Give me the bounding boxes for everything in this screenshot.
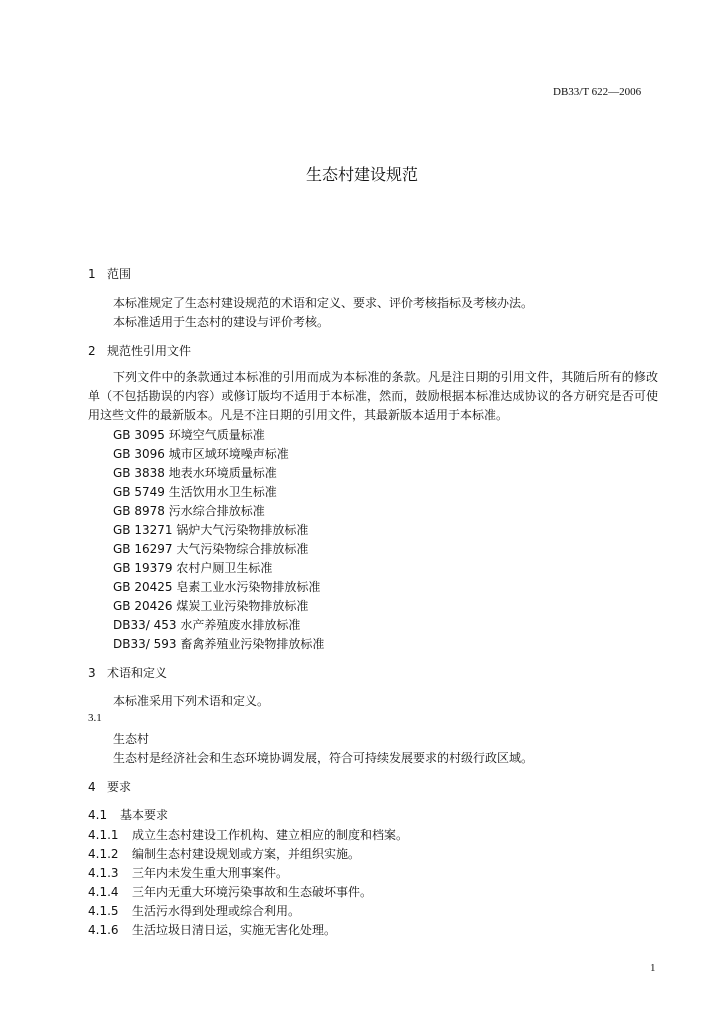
section-title: 术语和定义 — [107, 666, 168, 680]
item-number: 4.1.5 — [88, 904, 119, 918]
section-title: 要求 — [107, 780, 132, 794]
item-text: 生活垃圾日清日运，实施无害化处理。 — [132, 923, 337, 937]
section-number: 1 — [88, 267, 96, 281]
page-title: 生态村建设规范 — [305, 165, 418, 184]
reference-item: DB33/ 453 水产养殖废水排放标准 — [113, 618, 301, 632]
paragraph: 下列文件中的条款通过本标准的引用而成为本标准的条款。凡是注日期的引用文件，其随后所有的修改单（不包括勘误的内容）或修订版均不适用于本标准，然而，鼓励根据本标准达成协议的各方研究是否可使用这些文件的最新版本。凡是不注日期的引用文件，其最新版本适用于本标准。 — [88, 370, 658, 422]
subsection-title: 基本要求 — [120, 808, 169, 822]
section-title: 规范性引用文件 — [107, 344, 192, 358]
item-number: 4.1.4 — [88, 885, 119, 899]
requirement-item — [88, 883, 372, 900]
subsection-number: 4.1 — [88, 808, 108, 822]
item-number: 4.1.3 — [88, 866, 119, 880]
item-text: 三年内未发生重大刑事案件。 — [132, 866, 289, 880]
reference-item: GB 5749 生活饮用水卫生标准 — [113, 485, 277, 499]
requirement-item — [88, 826, 408, 843]
requirement-item — [88, 864, 288, 881]
reference-item: GB 8978 污水综合排放标准 — [113, 504, 265, 518]
section-2-heading — [88, 342, 191, 359]
reference-item: GB 19379 农村户厕卫生标准 — [113, 561, 273, 575]
reference-item: GB 3096 城市区域环境噪声标准 — [113, 447, 289, 461]
paragraph: 本标准规定了生态村建设规范的术语和定义、要求、评价考核指标及考核办法。 — [113, 296, 534, 310]
section-number: 3 — [88, 666, 96, 680]
reference-item: GB 3838 地表水环境质量标准 — [113, 466, 277, 480]
requirement-item — [88, 902, 300, 919]
section-title: 范围 — [107, 267, 132, 281]
term-number: 3.1 — [88, 712, 102, 724]
section-1-heading — [88, 265, 131, 282]
paragraph: 本标准适用于生态村的建设与评价考核。 — [113, 315, 330, 329]
term-name: 生态村 — [113, 732, 150, 746]
item-text: 三年内无重大环境污染事故和生态破坏事件。 — [132, 885, 373, 899]
section-3-heading — [88, 664, 167, 681]
section-4-heading — [88, 778, 131, 795]
reference-item: GB 20425 皂素工业水污染物排放标准 — [113, 580, 321, 594]
item-text: 生活污水得到处理或综合利用。 — [132, 904, 301, 918]
page-number: 1 — [650, 962, 656, 974]
item-number: 4.1.2 — [88, 847, 119, 861]
reference-item: GB 16297 大气污染物综合排放标准 — [113, 542, 309, 556]
requirement-item — [88, 921, 336, 938]
requirement-item — [88, 845, 360, 862]
subsection-heading — [88, 806, 168, 823]
item-number: 4.1.6 — [88, 923, 119, 937]
reference-item: DB33/ 593 畜禽养殖业污染物排放标准 — [113, 637, 325, 651]
section-number: 2 — [88, 344, 96, 358]
reference-item: GB 3095 环境空气质量标准 — [113, 428, 265, 442]
reference-item: GB 13271 锅炉大气污染物排放标准 — [113, 523, 309, 537]
item-text: 成立生态村建设工作机构、建立相应的制度和档案。 — [132, 828, 409, 842]
paragraph: 本标准采用下列术语和定义。 — [113, 694, 270, 708]
term-definition: 生态村是经济社会和生态环境协调发展，符合可持续发展要求的村级行政区域。 — [113, 751, 534, 765]
reference-item: GB 20426 煤炭工业污染物排放标准 — [113, 599, 309, 613]
item-number: 4.1.1 — [88, 828, 119, 842]
item-text: 编制生态村建设规划或方案，并组织实施。 — [132, 847, 361, 861]
section-number: 4 — [88, 780, 96, 794]
document-code: DB33/T 622—2006 — [553, 86, 642, 98]
